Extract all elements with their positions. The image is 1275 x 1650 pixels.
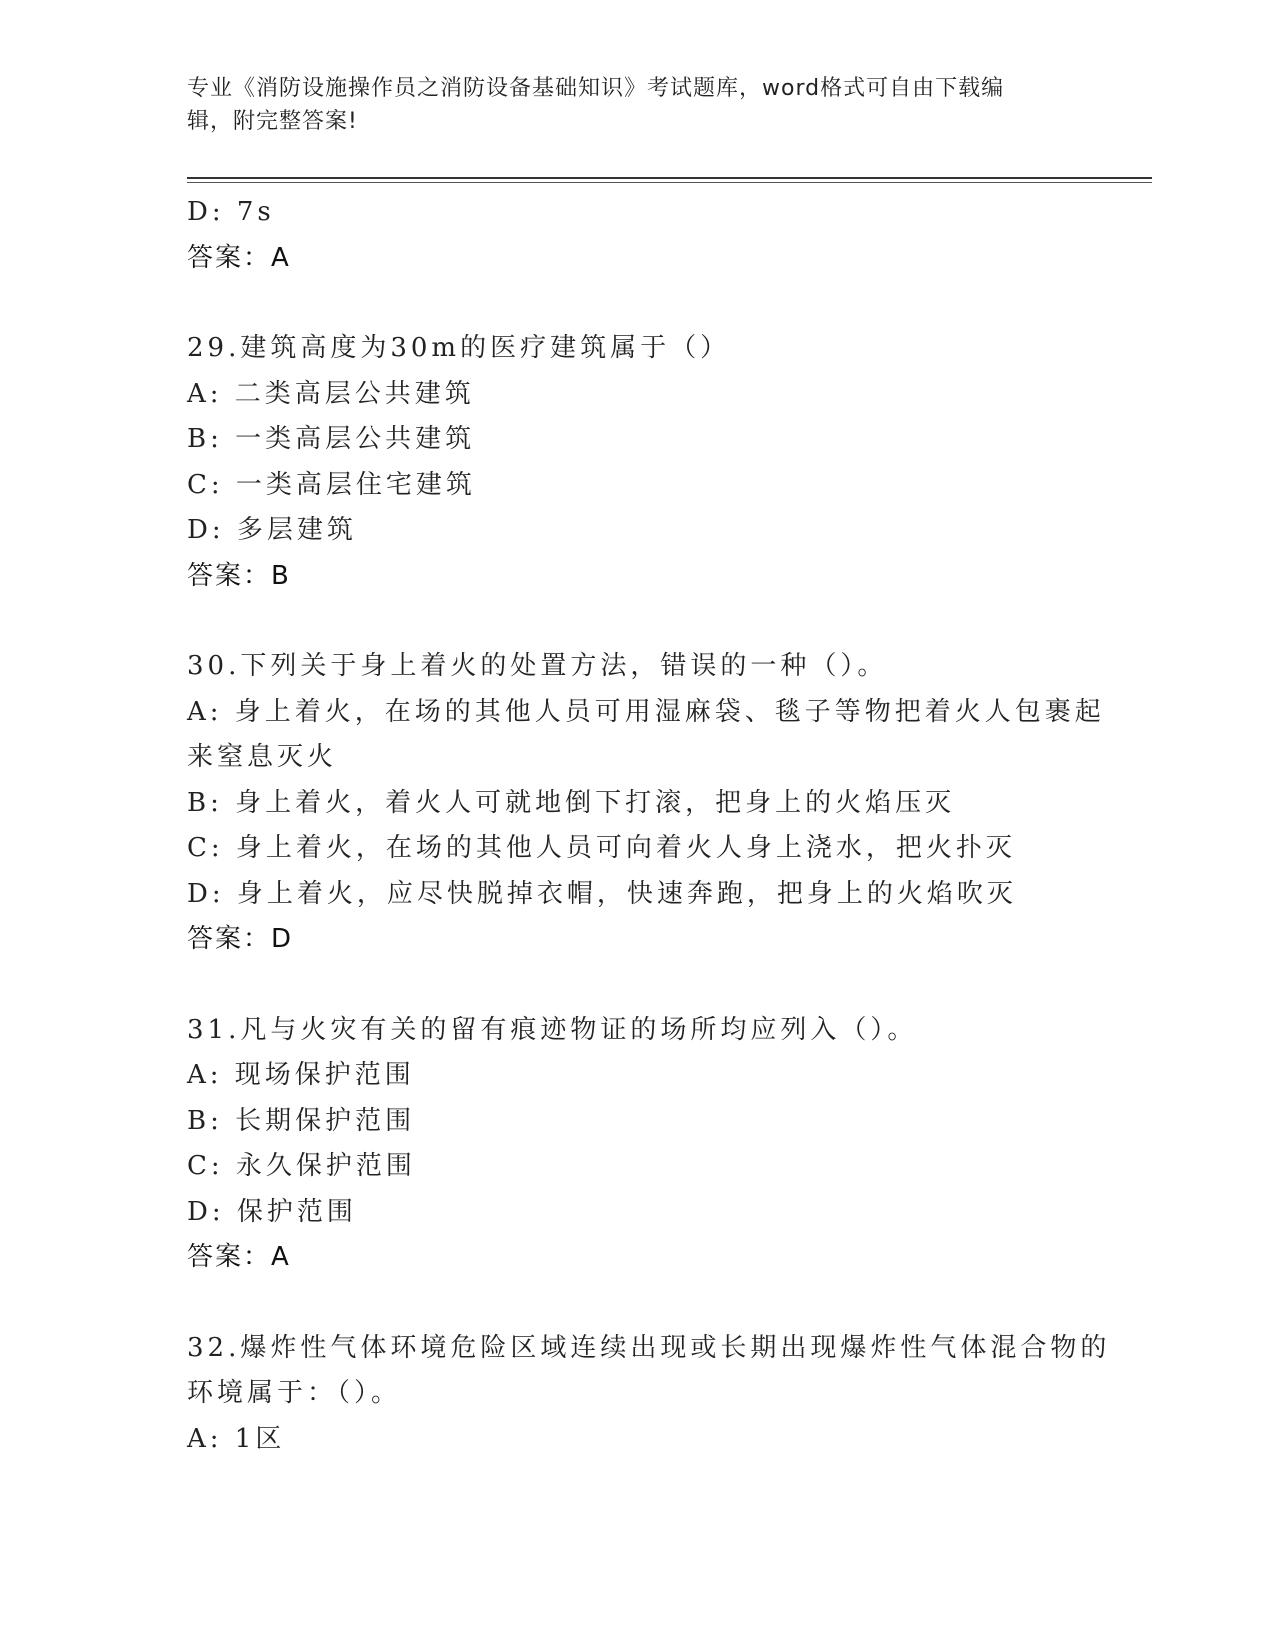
option-b: B: 长期保护范围	[187, 1105, 416, 1136]
question-text: 29.建筑高度为30m的医疗建筑属于（）	[187, 333, 731, 363]
question-30	[187, 644, 1105, 963]
option-b: B: 身上着火，着火人可就地倒下打滚，把身上的火焰压灭	[187, 787, 956, 818]
question-text: 31.凡与火灾有关的留有痕迹物证的场所均应列入（）。	[187, 1014, 918, 1045]
option-d: D: 7s	[187, 197, 275, 227]
option-a-continued: 来窒息灭火	[187, 742, 338, 772]
spacer	[187, 599, 1087, 644]
header-divider-thick	[187, 177, 1152, 179]
answer-line: 答案：A	[187, 242, 291, 273]
answer-line: 答案：D	[187, 924, 294, 954]
option-d: D: 保护范围	[187, 1196, 357, 1227]
option-d: D: 身上着火，应尽快脱掉衣帽，快速奔跑，把身上的火焰吹灭	[187, 878, 1017, 909]
header-divider-thin	[187, 182, 1152, 183]
document-header	[187, 72, 1067, 138]
question-text: 32.爆炸性气体环境危险区域连续出现或长期出现爆炸性气体混合物的	[187, 1332, 1111, 1363]
option-c: C: 永久保护范围	[187, 1151, 416, 1181]
option-d: D: 多层建筑	[187, 515, 357, 545]
question-text: 30.下列关于身上着火的处置方法，错误的一种（）。	[187, 651, 888, 681]
spacer	[187, 281, 1087, 326]
question-28-tail	[187, 190, 1087, 281]
question-text-continued: 环境属于：（）。	[187, 1378, 402, 1408]
spacer	[187, 963, 1087, 1008]
option-c: C: 一类高层住宅建筑	[187, 469, 476, 500]
question-31	[187, 1008, 1087, 1281]
option-a: A: 二类高层公共建筑	[187, 378, 475, 409]
option-a: A: 1区	[187, 1423, 286, 1454]
option-c: C: 身上着火，在场的其他人员可向着火人身上浇水，把火扑灭	[187, 833, 1016, 863]
spacer	[187, 1281, 1087, 1326]
question-29	[187, 326, 1087, 599]
question-32	[187, 1326, 1111, 1463]
option-a: A: 现场保护范围	[187, 1060, 415, 1090]
option-b: B: 一类高层公共建筑	[187, 424, 476, 454]
answer-line: 答案：B	[187, 560, 291, 591]
option-a: A: 身上着火，在场的其他人员可用湿麻袋、毯子等物把着火人包裹起	[187, 696, 1105, 727]
answer-line: 答案：A	[187, 1242, 291, 1272]
question-content	[187, 190, 1111, 1462]
header-line-1: 专业《消防设施操作员之消防设备基础知识》考试题库，word格式可自由下载编	[187, 76, 1005, 101]
header-line-2: 辑，附完整答案!	[187, 109, 358, 134]
